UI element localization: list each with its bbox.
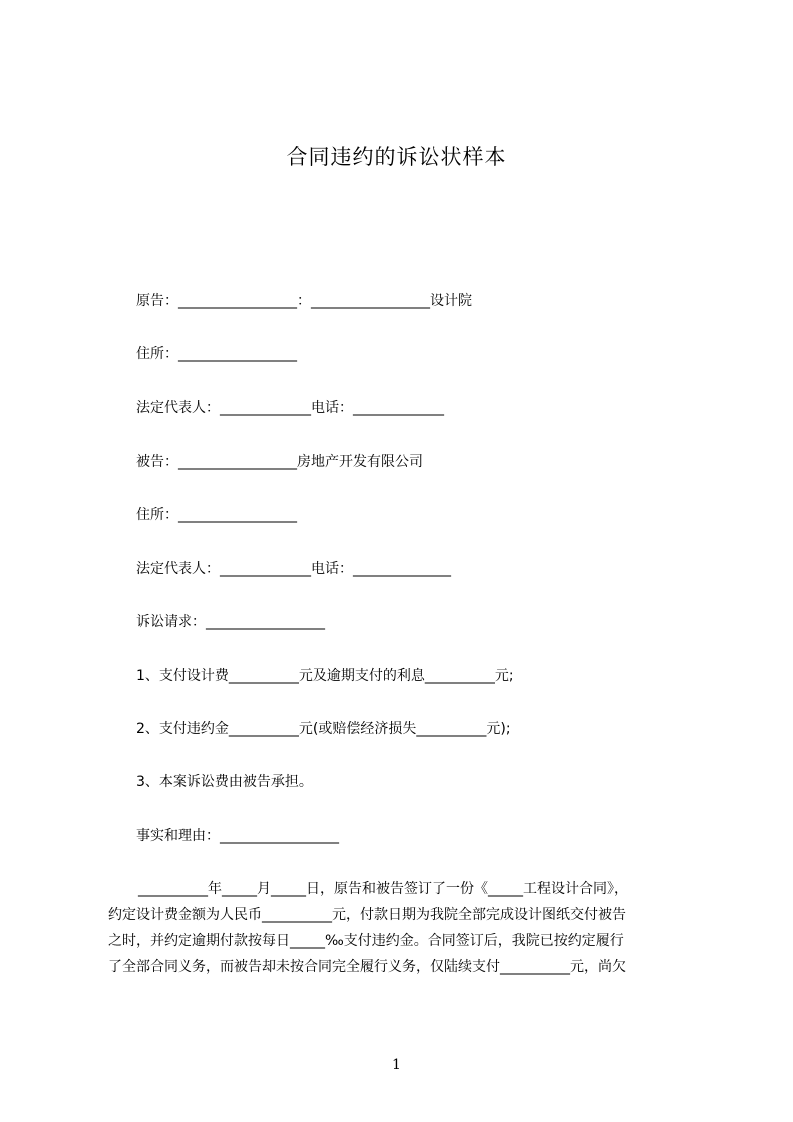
claims-label: 诉讼请求：_________________ [136, 614, 325, 630]
defendant-address-line: 住所：_________________ [136, 507, 297, 523]
claim-item-2: 2、支付违约金__________元(或赔偿经济损失__________元); [136, 721, 511, 737]
facts-paragraph-line: __________年_____月_____日，原告和被告签订了一份《_____工程设计合同》， [138, 881, 628, 897]
plaintiff-representative-line: 法定代表人：_____________电话：_____________ [136, 400, 444, 416]
claim-item-3: 3、本案诉讼费由被告承担。 [136, 774, 313, 790]
plaintiff-address-line: 住所：_________________ [136, 346, 297, 362]
document-title: 合同违约的诉讼状样本 [286, 145, 507, 169]
facts-paragraph-line: 约定设计费金额为人民币__________元，付款日期为我院全部完成设计图纸交付被告 [108, 907, 626, 923]
facts-paragraph-line: 了全部合同义务，而被告却未按合同完全履行义务，仅陆续支付__________元，尚欠 [108, 959, 626, 975]
facts-label: 事实和理由：_________________ [136, 828, 339, 844]
page-number: 1 [392, 1057, 401, 1073]
claim-item-1: 1、支付设计费__________元及逾期支付的利息__________元; [136, 668, 514, 684]
plaintiff-line: 原告：_________________：_________________设计院 [136, 293, 472, 309]
defendant-representative-line: 法定代表人：_____________电话：______________ [136, 561, 451, 577]
defendant-line: 被告：_________________房地产开发有限公司 [136, 454, 423, 470]
facts-paragraph-line: 之时，并约定逾期付款按每日_____‰支付违约金。合同签订后，我院已按约定履行 [108, 933, 624, 949]
